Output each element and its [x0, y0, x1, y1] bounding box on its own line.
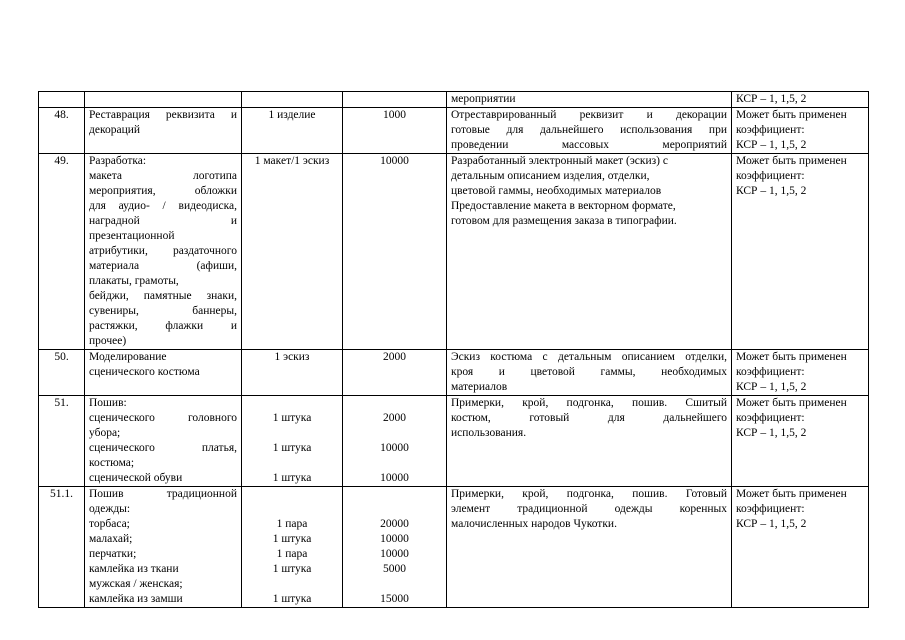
- note-line: Может быть применен: [736, 155, 847, 167]
- result-description: [447, 92, 732, 108]
- name-line: макета логотипа: [89, 170, 237, 182]
- service-name: [85, 487, 242, 608]
- name-line: мужская / женская;: [89, 578, 183, 590]
- name-line: растяжки, флажки и: [89, 320, 237, 332]
- service-name: [85, 396, 242, 487]
- name-line: мероприятия, обложки: [89, 185, 237, 197]
- result-description: [447, 487, 732, 608]
- name-line: Пошив:: [89, 397, 127, 409]
- name-line: атрибутики, раздаточного: [89, 245, 237, 257]
- name-line: камлейка из ткани: [89, 563, 179, 575]
- name-line: сценического костюма: [89, 366, 200, 378]
- unit-of-measure: [242, 108, 343, 154]
- coefficient-note: [732, 396, 869, 487]
- coefficient-note: [732, 154, 869, 350]
- units-line: [246, 456, 338, 471]
- service-name: [85, 154, 242, 350]
- note-line: коэффициент:: [736, 412, 805, 424]
- row-number-text: 50.: [54, 351, 69, 363]
- note-line: КСР – 1, 1,5, 2: [736, 139, 807, 151]
- coefficient-note: [732, 487, 869, 608]
- name-line: прочее): [89, 335, 127, 347]
- unit-of-measure: [242, 487, 343, 608]
- table-row: [39, 396, 869, 487]
- name-line: сценического платья,: [89, 442, 237, 454]
- prices-line: [347, 456, 442, 471]
- units-line: [246, 396, 338, 411]
- coefficient-note: [732, 92, 869, 108]
- units-line: 1 штука: [272, 563, 312, 575]
- result-line: костюм, готовый для дальнейшего: [451, 412, 727, 424]
- name-line: камлейка из замши: [89, 593, 183, 605]
- note-line: КСР – 1, 1,5, 2: [736, 381, 807, 393]
- name-line: плакаты, грамоты,: [89, 275, 179, 287]
- result-line: готовом для размещения заказа в типографии.: [451, 215, 677, 227]
- row-number-text: 48.: [54, 109, 69, 121]
- row-number: [39, 396, 85, 487]
- row-number: [39, 350, 85, 396]
- result-line: Отреставрированный реквизит и декорации: [451, 109, 727, 121]
- units-line: 1 штука: [272, 472, 312, 484]
- result-line: цветовой гаммы, необходимых материалов: [451, 185, 662, 197]
- row-number-text: 49.: [54, 155, 69, 167]
- table-body: [39, 92, 869, 608]
- result-line: использования.: [451, 427, 527, 439]
- result-line: Примерки, крой, подгонка, пошив. Сшитый: [451, 397, 727, 409]
- name-line: малахай;: [89, 533, 133, 545]
- units-line: 1 штука: [272, 412, 312, 424]
- note-line: коэффициент:: [736, 170, 805, 182]
- prices-line: 2000: [383, 412, 406, 424]
- prices-line: 2000: [383, 351, 406, 363]
- table-row: [39, 108, 869, 154]
- name-line: торбаса;: [89, 518, 130, 530]
- result-description: [447, 108, 732, 154]
- service-name: [85, 92, 242, 108]
- name-line: убора;: [89, 427, 121, 439]
- result-line: кроя и цветовой гаммы, необходимых: [451, 366, 727, 378]
- name-line: сценического головного: [89, 412, 237, 424]
- units-line: [246, 577, 338, 592]
- services-table: [38, 91, 869, 608]
- name-line: декораций: [89, 124, 141, 136]
- units-line: [246, 426, 338, 441]
- result-line: детальным описанием изделия, отделки,: [451, 170, 650, 182]
- units-line: [246, 502, 338, 517]
- prices-line: [347, 396, 442, 411]
- result-line: малочисленных народов Чукотки.: [451, 518, 617, 530]
- result-line: Разработанный электронный макет (эскиз) с: [451, 155, 668, 167]
- name-line: Реставрация реквизита и: [89, 109, 237, 121]
- price: [343, 108, 447, 154]
- price: [343, 154, 447, 350]
- name-line: презентационной: [89, 230, 175, 242]
- row-number: [39, 108, 85, 154]
- row-number: [39, 154, 85, 350]
- unit-of-measure: [242, 350, 343, 396]
- note-line: Может быть применен: [736, 351, 847, 363]
- prices-line: 10000: [380, 442, 409, 454]
- result-description: [447, 154, 732, 350]
- row-number: [39, 487, 85, 608]
- name-line: костюма;: [89, 457, 135, 469]
- price: [343, 487, 447, 608]
- name-line: сценической обуви: [89, 472, 183, 484]
- name-line: одежды:: [89, 503, 131, 515]
- name-line: бейджи, памятные знаки,: [89, 290, 237, 302]
- units-line: 1 штука: [272, 533, 312, 545]
- note-line: КСР – 1, 1,5, 2: [736, 185, 807, 197]
- table-row: [39, 350, 869, 396]
- prices-line: [347, 487, 442, 502]
- result-line: Эскиз костюма с детальным описанием отделки,: [451, 351, 727, 363]
- note-line: КСР – 1, 1,5, 2: [736, 518, 807, 530]
- name-line: сувениры, баннеры,: [89, 305, 237, 317]
- units-line: 1 эскиз: [274, 351, 310, 363]
- result-description: [447, 396, 732, 487]
- result-description: [447, 350, 732, 396]
- prices-line: 10000: [380, 155, 409, 167]
- name-line: для аудио- / видеодиска,: [89, 200, 237, 212]
- units-line: [246, 487, 338, 502]
- units-line: 1 макет/1 эскиз: [254, 155, 330, 167]
- units-line: 1 пара: [276, 518, 308, 530]
- note-line: КСР – 1, 1,5, 2: [736, 93, 807, 105]
- name-line: перчатки;: [89, 548, 137, 560]
- prices-line: 20000: [380, 518, 409, 530]
- prices-line: 5000: [383, 563, 406, 575]
- row-number: [39, 92, 85, 108]
- prices-line: [347, 426, 442, 441]
- name-line: материала (афиши,: [89, 260, 237, 272]
- result-line: Предоставление макета в векторном формате,: [451, 200, 676, 212]
- prices-line: 10000: [380, 533, 409, 545]
- note-line: КСР – 1, 1,5, 2: [736, 427, 807, 439]
- prices-line: [347, 577, 442, 592]
- units-line: 1 изделие: [268, 109, 316, 121]
- table-row: [39, 487, 869, 608]
- price: [343, 396, 447, 487]
- coefficient-note: [732, 350, 869, 396]
- prices-line: 1000: [383, 109, 406, 121]
- note-line: Может быть применен: [736, 397, 847, 409]
- result-line: элемент традиционной одежды коренных: [451, 503, 727, 515]
- note-line: коэффициент:: [736, 366, 805, 378]
- result-line: Примерки, крой, подгонка, пошив. Готовый: [451, 488, 727, 500]
- units-line: 1 штука: [272, 442, 312, 454]
- name-line: Разработка:: [89, 155, 147, 167]
- price: [343, 350, 447, 396]
- prices-line: 10000: [380, 472, 409, 484]
- name-line: Моделирование: [89, 351, 167, 363]
- table-row: [39, 154, 869, 350]
- service-name: [85, 350, 242, 396]
- unit-of-measure: [242, 154, 343, 350]
- unit-of-measure: [242, 396, 343, 487]
- units-line: 1 штука: [272, 593, 312, 605]
- prices-line: 15000: [380, 593, 409, 605]
- name-line: Пошив традиционной: [89, 488, 237, 500]
- result-line: мероприятии: [451, 93, 516, 105]
- prices-line: [347, 502, 442, 517]
- result-line: материалов: [451, 381, 508, 393]
- note-line: коэффициент:: [736, 503, 805, 515]
- price: [343, 92, 447, 108]
- coefficient-note: [732, 108, 869, 154]
- name-line: наградной и: [89, 215, 237, 227]
- unit-of-measure: [242, 92, 343, 108]
- prices-line: 10000: [380, 548, 409, 560]
- result-line: готовые для дальнейшего использования при: [451, 124, 727, 136]
- service-name: [85, 108, 242, 154]
- table-row: [39, 92, 869, 108]
- units-line: 1 пара: [276, 548, 308, 560]
- note-line: Может быть применен: [736, 488, 847, 500]
- result-line: проведении массовых мероприятий: [451, 139, 727, 151]
- row-number-text: 51.: [54, 397, 69, 409]
- note-line: коэффициент:: [736, 124, 805, 136]
- note-line: Может быть применен: [736, 109, 847, 121]
- row-number-text: 51.1.: [50, 488, 73, 500]
